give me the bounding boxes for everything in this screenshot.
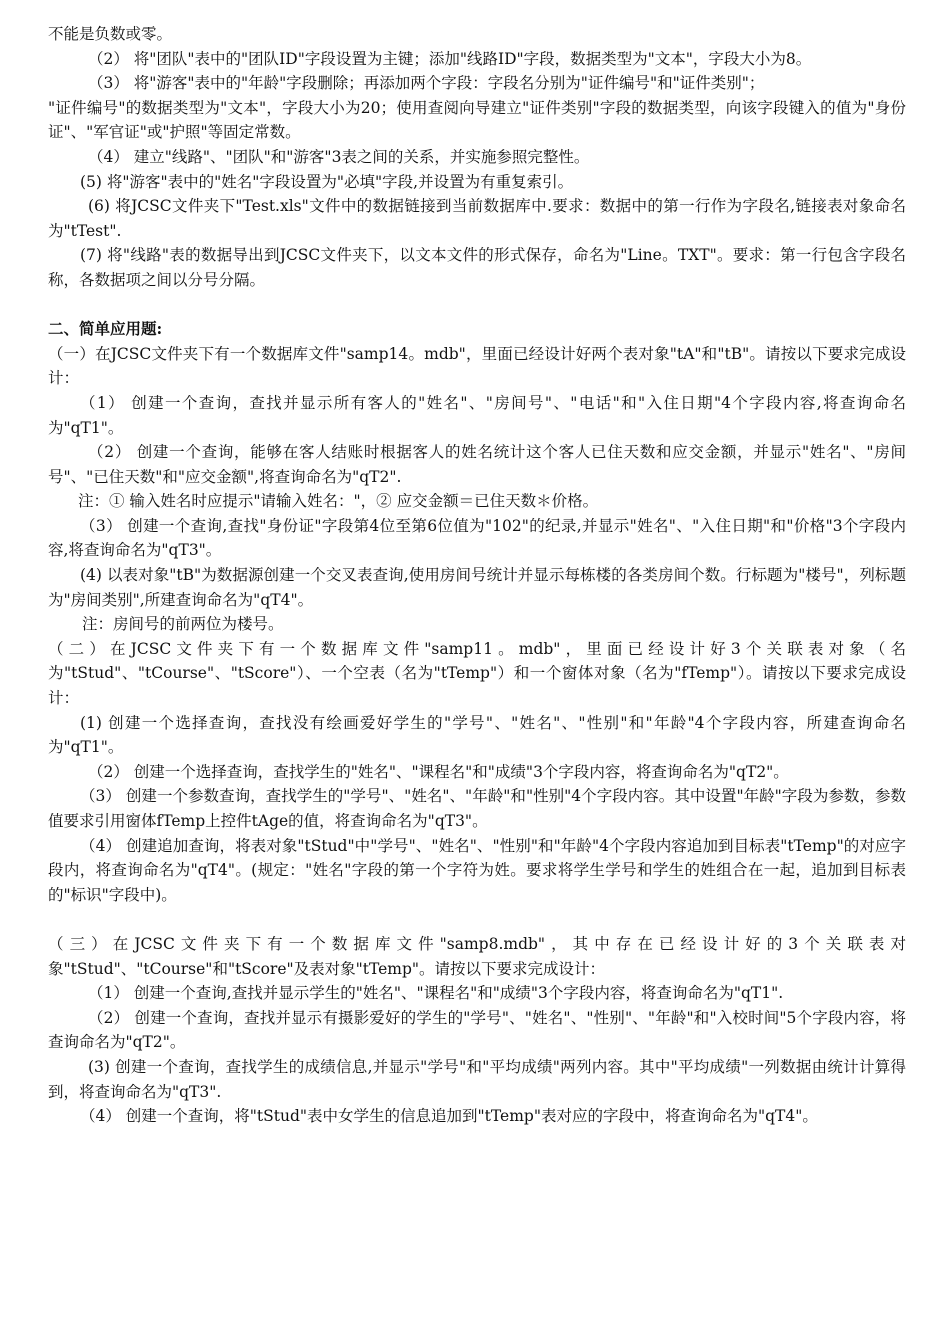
document-page [48,22,906,1129]
question-1-item-2: （2） 创建一个查询，能够在客人结账时根据客人的姓名统计这个客人已住天数和应交金额，并显示"姓名"、"房间号"、"已住天数"和"应交金额",将查询命名为"qT2". [48,443,906,486]
task-item-2: （2） 将"团队"表中的"团队ID"字段设置为主键；添加"线路ID"字段，数据类型为"文本"，字段大小为8。 [88,49,812,68]
question-3-item-3: (3) 创建一个查询，查找学生的成绩信息,并显示"学号"和"平均成绩"两列内容。其中"平均成绩"一列数据由统计计算得到，将查询命名为"qT3". [48,1057,906,1101]
question-2-item-3: （3） 创建一个参数查询，查找学生的"学号"、"姓名"、"年龄"和"性别"4个字段内容。其中设置"年龄"字段为参数，参数值要求引用窗体fTemp上控件tAge的值，将查询命名为"qT3"。 [48,787,906,830]
question-1-item-1: （1） 创建一个查询，查找并显示所有客人的"姓名"、"房间号"、"电话"和"入住日期"4个字段内容,将查询命名为"qT1"。 [48,393,906,437]
task-item-6: (6) 将JCSC文件夹下"Test.xls"文件中的数据链接到当前数据库中.要求：数据中的第一行作为字段名,链接表对象命名为"tTest". [48,197,906,240]
spacer [48,907,906,932]
question-2-item-4: （4） 创建追加查询，将表对象"tStud"中"学号"、"姓名"、"性别"和"年龄"4个字段内容追加到目标表"tTemp"的对应字段内，将查询命名为"qT4"。(规定："姓名"字段的第一个字符为姓。要求将学生学号和学生的姓组合在一起，追加到目标表的"标识"字段中)。 [48,836,906,904]
question-2-item-2: （2） 创建一个选择查询，查找学生的"姓名"、"课程名"和"成绩"3个字段内容，将查询命名为"qT2"。 [88,762,789,781]
question-1-intro: （一）在JCSC文件夹下有一个数据库文件"samp14。mdb"，里面已经设计好两个表对象"tA"和"tB"。请按以下要求完成设计： [48,344,906,388]
spacer [48,293,906,318]
question-3-item-4: （4） 创建一个查询，将"tStud"表中女学生的信息追加到"tTemp"表对应的字段中，将查询命名为"qT4"。 [80,1107,818,1126]
task-item-7: (7) 将"线路"表的数据导出到JCSC文件夹下，以文本文件的形式保存，命名为"Line。TXT"。要求：第一行包含字段名称，各数据项之间以分号分隔。 [48,246,906,289]
question-3-item-1: （1） 创建一个查询,查找并显示学生的"姓名"、"课程名"和"成绩"3个字段内容，将查询命名为"qT1". [88,984,784,1003]
question-1-item-3: （3） 创建一个查询,查找"身份证"字段第4位至第6位值为"102"的纪录,并显示"姓名"、"入住日期"和"价格"3个字段内容,将查询命名为"qT3"。 [48,516,906,560]
question-3-intro: （三）在JCSC文件夹下有一个数据库文件"samp8.mdb"，其中存在已经设计好的3个关联表对象"tStud"、"tCourse"和"tScore"及表对象"tTemp"。请按以下要求完成设计： [48,934,906,978]
question-3-item-2: （2） 创建一个查询，查找并显示有摄影爱好的学生的"学号"、"姓名"、"性别"、"年龄"和"入校时间"5个字段内容，将查询命名为"qT2"。 [48,1008,906,1052]
question-2-intro: （二）在JCSC文件夹下有一个数据库文件"samp11。mdb"，里面已经设计好3个关联表对象（名为"tStud"、"tCourse"、"tScore"）、一个空表（名为"tTemp"）和一个窗体对象（名为"fTemp"）。请按以下要求完成设计： [48,639,906,708]
question-2-item-1: (1) 创建一个选择查询，查找没有绘画爱好学生的"学号"、"姓名"、"性别"和"年龄"4个字段内容，所建查询命名为"qT1"。 [48,713,906,757]
question-1-note-1: 注：① 输入姓名时应提示"请输入姓名："，② 应交金额＝已住天数＊价格。 [78,492,599,511]
task-item-3-continued: "证件编号"的数据类型为"文本"，字段大小为20；使用查阅向导建立"证件类别"字段的数据类型，向该字段键入的值为"身份证"、"军官证"或"护照"等固定常数。 [48,98,906,142]
question-1-note-2: 注：房间号的前两位为楼号。 [82,615,284,634]
paragraph-continuation: 不能是负数或零。 [48,25,173,43]
task-item-4: （4） 建立"线路"、"团队"和"游客"3表之间的关系，并实施参照完整性。 [88,147,590,166]
task-item-5: (5) 将"游客"表中的"姓名"字段设置为"必填"字段,并设置为有重复索引。 [80,172,574,191]
question-1-item-4: (4) 以表对象"tB"为数据源创建一个交叉表查询,使用房间号统计并显示每栋楼的各类房间个数。行标题为"楼号"，列标题为"房间类别",所建查询命名为"qT4"。 [48,566,906,609]
task-item-3: （3） 将"游客"表中的"年龄"字段删除；再添加两个字段：字段名分别为"证件编号"和"证件类别"； [88,74,765,93]
section-heading: 二、简单应用题: [48,319,163,339]
